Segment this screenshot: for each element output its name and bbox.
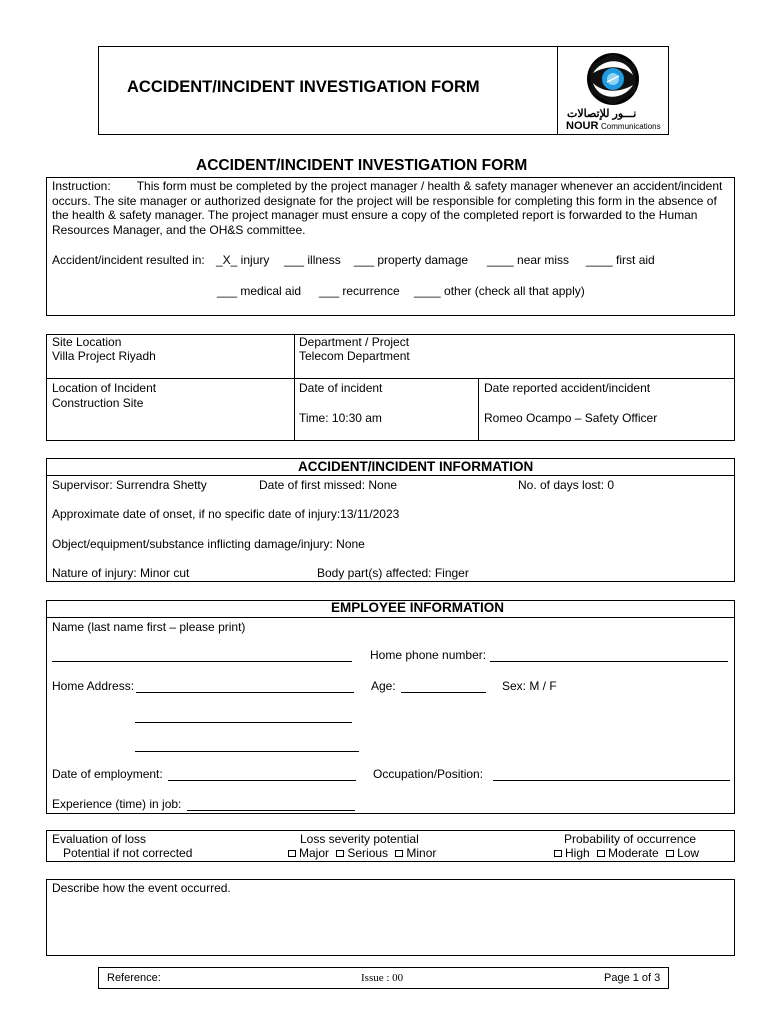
probability-low-checkbox[interactable] xyxy=(666,850,674,857)
experience-label: Experience (time) in job: xyxy=(52,797,182,811)
home-address-field-line-1[interactable] xyxy=(136,692,354,693)
age-field-line[interactable] xyxy=(401,692,486,693)
header-title: ACCIDENT/INCIDENT INVESTIGATION FORM xyxy=(127,78,480,96)
days-lost: No. of days lost: 0 xyxy=(518,478,615,492)
incident-location-label: Location of Incident xyxy=(52,381,157,395)
nour-aperture-icon xyxy=(561,49,666,109)
probability-low-label: Low xyxy=(677,846,700,860)
describe-label: Describe how the event occurred. xyxy=(52,881,231,895)
probability-high-label: High xyxy=(565,846,590,860)
department-label: Department / Project xyxy=(299,335,410,349)
result-label: Accident/incident resulted in: xyxy=(52,253,205,267)
logo-brand-line xyxy=(566,119,661,134)
footer-page: Page 1 of 3 xyxy=(604,972,661,984)
evaluation-label-1: Evaluation of loss xyxy=(52,832,147,846)
severity-serious-label: Serious xyxy=(347,846,389,860)
probability-moderate-checkbox[interactable] xyxy=(597,850,605,857)
reported-by: Romeo Ocampo – Safety Officer xyxy=(484,411,658,425)
severity-serious-checkbox[interactable] xyxy=(336,850,344,857)
name-label: Name (last name first – please print) xyxy=(52,620,246,634)
date-employment-field-line[interactable] xyxy=(168,780,356,781)
company-logo xyxy=(561,49,666,133)
logo-arabic-text: نـــور للإتصالات xyxy=(567,108,637,120)
result-other: ____ other (check all that apply) xyxy=(414,284,585,298)
home-address-field-line-2[interactable] xyxy=(135,722,352,723)
site-table-vline-2 xyxy=(478,378,479,441)
nature-of-injury: Nature of injury: Minor cut xyxy=(52,566,190,580)
footer-issue: Issue : 00 xyxy=(361,972,404,984)
accident-info-title: ACCIDENT/INCIDENT INFORMATION xyxy=(298,459,534,474)
onset-date: Approximate date of onset, if no specific date of injury:13/11/2023 xyxy=(52,507,400,521)
occupation-label: Occupation/Position: xyxy=(373,767,484,781)
result-first-aid: ____ first aid xyxy=(586,253,655,267)
date-employment-label: Date of employment: xyxy=(52,767,163,781)
home-phone-label: Home phone number: xyxy=(370,648,487,662)
footer-reference: Reference: xyxy=(107,972,161,984)
instruction-label: Instruction: xyxy=(52,179,111,193)
result-injury: _X_ injury xyxy=(216,253,270,267)
occupation-field-line[interactable] xyxy=(493,780,730,781)
result-medical-aid: ___ medical aid xyxy=(217,284,302,298)
form-title: ACCIDENT/INCIDENT INVESTIGATION FORM xyxy=(196,157,528,174)
employee-info-title: EMPLOYEE INFORMATION xyxy=(331,600,505,615)
severity-minor-checkbox[interactable] xyxy=(395,850,403,857)
result-near-miss: ____ near miss xyxy=(487,253,570,267)
severity-major-label: Major xyxy=(299,846,330,860)
employee-info-hline xyxy=(46,617,735,618)
name-field-line[interactable] xyxy=(52,661,352,662)
age-label: Age: xyxy=(371,679,396,693)
experience-field-line[interactable] xyxy=(187,810,355,811)
site-table-vline-1 xyxy=(294,334,295,441)
probability-high-checkbox[interactable] xyxy=(554,850,562,857)
home-phone-field-line[interactable] xyxy=(490,661,728,662)
result-recurrence: ___ recurrence xyxy=(319,284,400,298)
severity-options xyxy=(284,846,436,860)
accident-info-hline xyxy=(46,475,735,476)
body-part: Body part(s) affected: Finger xyxy=(317,566,469,580)
probability-label: Probability of occurrence xyxy=(564,832,697,846)
evaluation-label-2: Potential if not corrected xyxy=(63,846,193,860)
logo-sub: Communications xyxy=(601,122,661,131)
site-location-value: Villa Project Riyadh xyxy=(52,349,156,363)
site-location-label: Site Location xyxy=(52,335,122,349)
home-address-label: Home Address: xyxy=(52,679,135,693)
site-table-hline xyxy=(46,378,735,379)
incident-time: Time: 10:30 am xyxy=(299,411,382,425)
severity-minor-label: Minor xyxy=(406,846,437,860)
probability-moderate-label: Moderate xyxy=(608,846,659,860)
incident-location-value: Construction Site xyxy=(52,396,144,410)
sex-label: Sex: M / F xyxy=(502,679,557,693)
severity-label: Loss severity potential xyxy=(300,832,419,846)
supervisor: Supervisor: Surrendra Shetty xyxy=(52,478,207,492)
home-address-field-line-3[interactable] xyxy=(135,751,359,752)
header-divider xyxy=(557,46,558,135)
result-illness: ___ illness xyxy=(284,253,341,267)
date-incident-label: Date of incident xyxy=(299,381,383,395)
date-first-missed: Date of first missed: None xyxy=(259,478,398,492)
probability-options xyxy=(550,846,699,860)
department-value: Telecom Department xyxy=(299,349,410,363)
logo-brand: NOUR xyxy=(566,120,599,132)
instruction-paragraph xyxy=(52,179,724,237)
severity-major-checkbox[interactable] xyxy=(288,850,296,857)
result-property-damage: ___ property damage xyxy=(354,253,469,267)
date-reported-label: Date reported accident/incident xyxy=(484,381,651,395)
object-equipment: Object/equipment/substance inflicting damage/injury: None xyxy=(52,537,365,551)
instruction-text: This form must be completed by the project manager / health & safety manager whenever an accident/incident occurs. The site manager or authorized designate for the project will be responsible for completing this form in the absence of the health & safety manager. The project manager must ensure a copy of the completed report is forwarded to the Human Resources Manager, and the OH&S committee. xyxy=(52,179,723,237)
